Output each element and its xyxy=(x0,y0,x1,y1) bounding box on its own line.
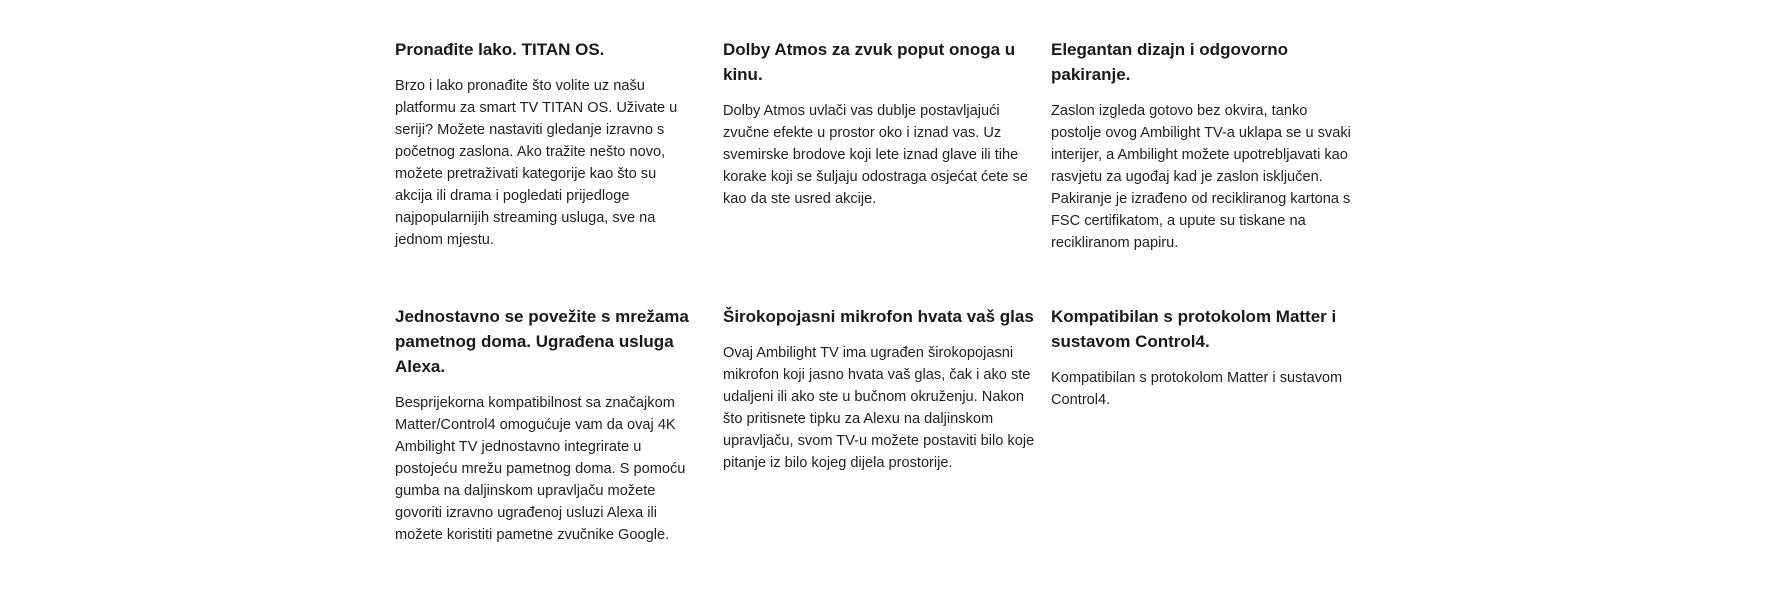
feature-title: Jednostavno se povežite s mrežama pametnog doma. Ugrađena usluga Alexa. xyxy=(395,307,689,376)
feature-card-matter-control4 xyxy=(1051,304,1356,411)
feature-card-design-packaging xyxy=(1051,37,1356,254)
feature-title: Elegantan dizajn i odgovorno pakiranje. xyxy=(1051,40,1289,84)
feature-description: Brzo i lako pronađite što volite uz našu platformu za smart TV TITAN OS. Uživate u seriji? Možete nastaviti gledanje izravno s početnog zaslona. Ako tražite nešto novo, možete pretraživati kategorije kao što su akcija ili drama i pogledati prijedloge najpopularnijih streaming usluga, sve na jednom mjestu. xyxy=(395,78,678,248)
feature-description: Zaslon izgleda gotovo bez okvira, tanko postolje ovog Ambilight TV-a uklapa se u svaki interijer, a Ambilight možete upotrebljavati kao rasvjetu za ugođaj kad je zaslon isključen. Pakiranje je izrađeno od recikliranog kartona s FSC certifikatom, a upute su tiskane na recikliranom papiru. xyxy=(1051,103,1351,251)
feature-description: Besprijekorna kompatibilnost sa značajkom Matter/Control4 omogućuje vam da ovaj 4K Ambilight TV jednostavno integrirate u postojeću mrežu pametnog doma. S pomoću gumba na daljinskom upravljaču možete govoriti izravno ugrađenoj usluzi Alexa ili možete koristiti pametne zvučnike Google. xyxy=(395,395,686,543)
feature-description: Dolby Atmos uvlači vas dublje postavljajući zvučne efekte u prostor oko i iznad vas. Uz svemirske brodove koji lete iznad glave ili tihe korake koji se šuljaju odostraga osjećat ćete se kao da ste usred akcije. xyxy=(723,103,1029,207)
feature-description: Ovaj Ambilight TV ima ugrađen širokopojasni mikrofon koji jasno hvata vaš glas, čak i ako ste udaljeni ili ako ste u bučnom okruženju. Nakon što pritisnete tipku za Alexu na daljinskom upravljaču, svom TV-u možete postaviti bilo koje pitanje iz bilo kojeg dijela prostorije. xyxy=(723,345,1035,471)
feature-description: Kompatibilan s protokolom Matter i sustavom Control4. xyxy=(1051,370,1343,408)
feature-card-dolby-atmos xyxy=(723,37,1033,210)
feature-card-smart-home-alexa xyxy=(395,304,695,546)
feature-card-titan-os xyxy=(395,37,695,251)
feature-title: Dolby Atmos za zvuk poput onoga u kinu. xyxy=(723,40,1016,84)
feature-card-microphone xyxy=(723,304,1038,474)
feature-title: Pronađite lako. TITAN OS. xyxy=(395,40,605,59)
feature-title: Kompatibilan s protokolom Matter i sustavom Control4. xyxy=(1051,307,1337,351)
feature-title: Širokopojasni mikrofon hvata vaš glas xyxy=(723,307,1034,326)
